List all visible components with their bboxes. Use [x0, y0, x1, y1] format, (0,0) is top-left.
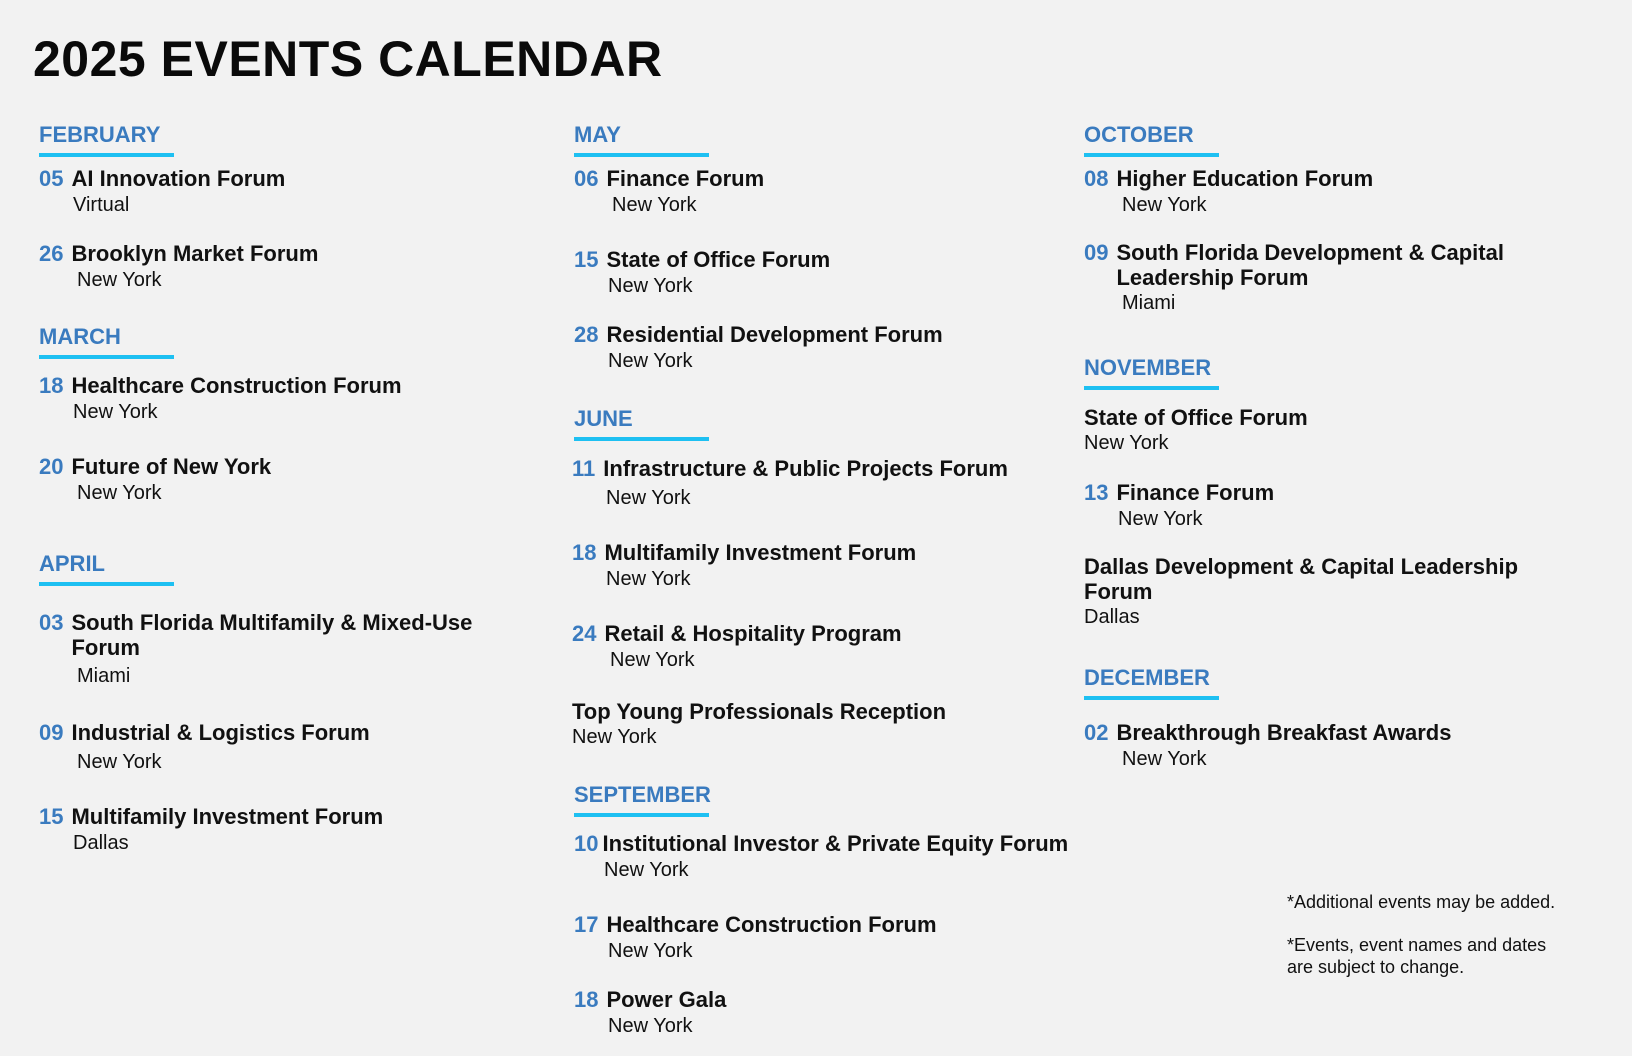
month-header-march: MARCH — [39, 324, 174, 359]
event-item — [574, 987, 1074, 1038]
event-name: Brooklyn Market Forum — [71, 241, 319, 266]
event-location: Dallas — [73, 832, 129, 854]
event-name: South Florida Development & Capital Leadership Forum — [1116, 240, 1504, 290]
event-item — [574, 912, 1074, 963]
event-day: 03 — [39, 610, 64, 635]
event-item — [39, 373, 499, 424]
event-day: 15 — [39, 804, 64, 829]
event-day: 24 — [572, 621, 597, 646]
event-item — [1084, 720, 1554, 771]
event-location: New York — [606, 487, 691, 509]
event-name: Power Gala — [606, 987, 727, 1012]
event-name: Institutional Investor & Private Equity Forum — [602, 831, 1069, 856]
event-location: New York — [77, 482, 162, 504]
event-name: South Florida Multifamily & Mixed-Use Forum — [71, 610, 473, 660]
month-header-december: DECEMBER — [1084, 665, 1219, 700]
event-item — [572, 699, 1072, 749]
event-day: 02 — [1084, 720, 1109, 745]
event-name: Multifamily Investment Forum — [604, 540, 917, 565]
month-header-november: NOVEMBER — [1084, 355, 1219, 390]
footnotes — [1287, 891, 1587, 999]
event-day: 18 — [39, 373, 64, 398]
month-header-april: APRIL — [39, 551, 174, 586]
event-day: 15 — [574, 247, 599, 272]
event-day: 28 — [574, 322, 599, 347]
event-location: New York — [572, 726, 657, 748]
event-name: Higher Education Forum — [1116, 166, 1374, 191]
event-item — [572, 621, 1072, 672]
event-name: AI Innovation Forum — [71, 166, 286, 191]
event-location: New York — [608, 1015, 693, 1037]
event-location: New York — [1122, 748, 1207, 770]
event-name: Multifamily Investment Forum — [71, 804, 384, 829]
event-location: Virtual — [73, 194, 130, 216]
event-item — [572, 540, 1072, 591]
event-day: 11 — [572, 456, 596, 481]
event-day: 09 — [1084, 240, 1109, 265]
event-name: Finance Forum — [606, 166, 765, 191]
event-location: New York — [604, 859, 689, 881]
event-location: New York — [612, 194, 697, 216]
event-name: Healthcare Construction Forum — [71, 373, 402, 398]
event-item — [39, 610, 499, 688]
month-header-october: OCTOBER — [1084, 122, 1219, 157]
event-location: Miami — [1122, 292, 1176, 314]
event-item — [572, 456, 1072, 510]
event-name: Future of New York — [71, 454, 272, 479]
event-location: New York — [610, 649, 695, 671]
month-header-september: SEPTEMBER — [574, 782, 709, 817]
event-location: New York — [606, 568, 691, 590]
event-name: State of Office Forum — [1084, 405, 1308, 430]
event-location: New York — [1118, 508, 1203, 530]
event-item — [39, 241, 499, 292]
event-location: Miami — [77, 665, 131, 687]
month-header-february: FEBRUARY — [39, 122, 174, 157]
event-item — [39, 720, 499, 774]
event-name: Finance Forum — [1116, 480, 1275, 505]
event-name: Healthcare Construction Forum — [606, 912, 937, 937]
event-item — [574, 831, 1074, 882]
event-day: 09 — [39, 720, 64, 745]
footnote-additional-events: *Additional events may be added. — [1287, 892, 1556, 912]
event-item — [39, 166, 499, 217]
month-header-june: JUNE — [574, 406, 709, 441]
event-day: 06 — [574, 166, 599, 191]
event-day: 18 — [572, 540, 597, 565]
event-item — [1084, 166, 1554, 217]
event-item — [39, 804, 499, 855]
event-day: 18 — [574, 987, 599, 1012]
month-header-may: MAY — [574, 122, 709, 157]
event-name: Infrastructure & Public Projects Forum — [603, 456, 1008, 481]
event-day: 08 — [1084, 166, 1109, 191]
event-name: State of Office Forum — [606, 247, 831, 272]
page-title: 2025 EVENTS CALENDAR — [33, 31, 663, 87]
event-name: Breakthrough Breakfast Awards — [1116, 720, 1452, 745]
event-day: 13 — [1084, 480, 1109, 505]
event-location: New York — [73, 401, 158, 423]
event-location: New York — [77, 751, 162, 773]
event-name: Top Young Professionals Reception — [572, 699, 947, 724]
event-item — [574, 247, 1074, 298]
event-location: New York — [608, 350, 693, 372]
event-item — [1084, 554, 1554, 629]
event-name: Residential Development Forum — [606, 322, 943, 347]
footnote-subject-to-change: *Events, event names and dates are subject to change. — [1287, 935, 1547, 977]
event-item — [1084, 480, 1554, 531]
event-day: 26 — [39, 241, 64, 266]
event-location: New York — [1084, 432, 1169, 454]
event-day: 10 — [574, 831, 599, 856]
event-location: New York — [608, 940, 693, 962]
event-location: New York — [1122, 194, 1207, 216]
event-item — [39, 454, 499, 505]
event-item — [574, 322, 1074, 373]
event-item — [1084, 405, 1554, 455]
event-location: New York — [608, 275, 693, 297]
event-day: 17 — [574, 912, 599, 937]
event-name: Industrial & Logistics Forum — [71, 720, 370, 745]
event-name: Dallas Development & Capital Leadership Forum — [1084, 554, 1519, 604]
event-day: 05 — [39, 166, 64, 191]
event-item — [1084, 240, 1554, 315]
event-day: 20 — [39, 454, 64, 479]
event-name: Retail & Hospitality Program — [604, 621, 902, 646]
event-location: New York — [77, 269, 162, 291]
event-location: Dallas — [1084, 606, 1140, 628]
event-item — [574, 166, 1074, 217]
